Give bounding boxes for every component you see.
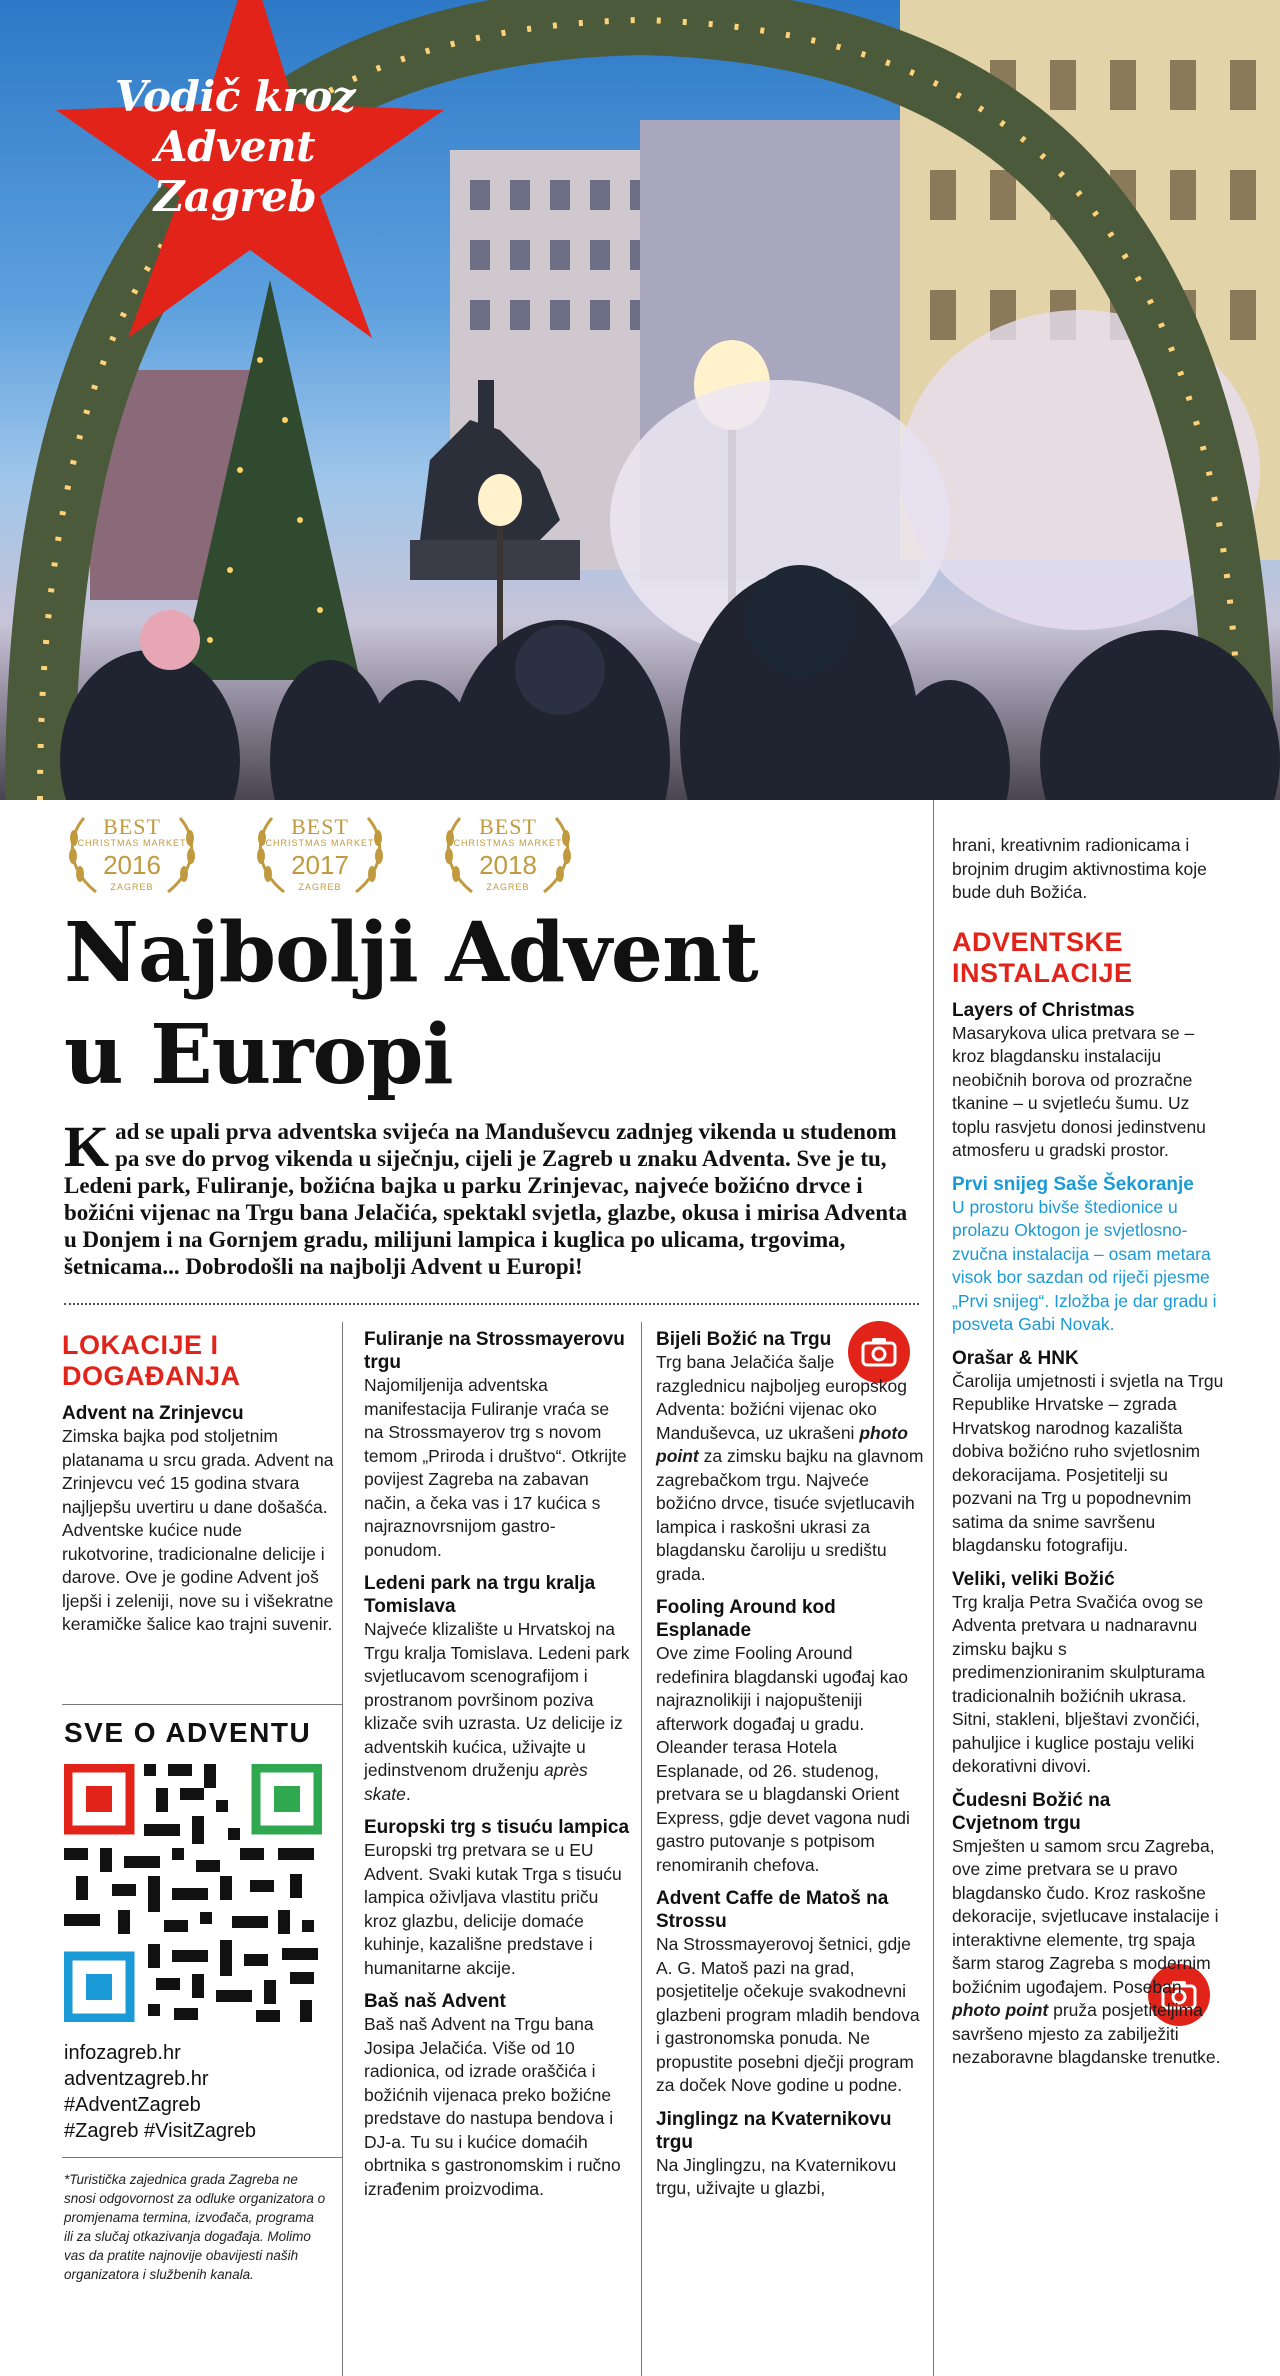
photo-point-label: photo point	[656, 1422, 908, 1466]
hood	[745, 565, 855, 675]
column-events-2	[656, 1328, 924, 2211]
article-veliki-bozic	[952, 1568, 1224, 1779]
column-rule	[641, 1322, 642, 2376]
article-title: Europski trg s tisuću lampica	[364, 1817, 630, 1838]
article-title: Fuliranje na Strossmayerovu trgu	[364, 1329, 625, 1373]
article-text: Trg kralja Petra Svačića ovog se Adventa pretvara u nadnaravnu zimsku bajku s predimenzioniranim skulpturama tradicionalnih božićnih ukrasa. Sitni, stakleni, blještavi zvončići, pahuljice i kuglice postaju veliki dekorativni divovi.	[952, 1591, 1205, 1776]
head	[515, 625, 605, 715]
article-title: Jinglingz na Kvaternikovu trgu	[656, 2108, 892, 2153]
drop-cap: K	[64, 1114, 110, 1179]
article-text-italic: après skate	[364, 1760, 588, 1804]
article-text: Baš naš Advent na Trgu bana Josipa Jelačića. Više od 10 radionica, od izrade oraščića i božićnih vijenaca preko božićne predstave do nastupa bendova i DJ-a. Tu su i kućice domaćih obrtnika s gastronomskim i ručno izrađenim proizvodima.	[364, 2014, 621, 2199]
article-text-main: Najveće klizalište u Hrvatskoj na Trgu kralja Tomislava. Ledeni park svjetlucavom scenografijom i prostranom površinom poziva klizače svih uzrasta. Uz delicije iz adventskih kućica, uživajte u jedinstvenom druženju	[364, 1619, 630, 1780]
award-subtitle: CHRISTMAS MARKET	[453, 838, 563, 848]
article-text: Ove zime Fooling Around redefinira blagdanski ugođaj kao najraznolikiji i najopušteniji afterwork događaj u gradu. Oleander terasa Hotela Esplanade, od 26. studenog, pretvara se u blagdanski Orient Express, gdje devet vagona nudi gastro putovanje s potpisom renomiranih chefova.	[656, 1643, 910, 1875]
article-cudesni-bozic	[952, 1789, 1224, 2070]
award-city: ZAGREB	[298, 882, 342, 892]
link-infozagreb[interactable]: infozagreb.hr	[64, 2042, 181, 2064]
hashtag-adventzagreb: #AdventZagreb	[64, 2094, 201, 2116]
hashtags: #Zagreb #VisitZagreb	[64, 2120, 256, 2142]
page-title-line: Najbolji Advent	[64, 905, 758, 1001]
section-divider	[62, 2157, 342, 2158]
article-title: Čudesni Božić na Cvjetnom trgu	[952, 1789, 1111, 1834]
article-text-a: Smješten u samom srcu Zagreba, ove zime pretvara se u pravo blagdansko čudo. Kroz raskošne dekoracije, svjetlucave instalacije i interaktivne elemente, trg spaja šarm starog Zagreba s modernim božićnim ugođajem. Poseban	[952, 1835, 1219, 1997]
award-year: 2016	[103, 850, 161, 880]
article-title: Layers of Christmas	[952, 999, 1135, 1021]
article-text: Na Strossmayerovoj šetnici, gdje A. G. Matoš pazi na grad, posjetitelje očekuje svakodnevni glazbeni program mladih bendova i gastronomska ponuda. Ne propustite posebni dječji program za doček Nove godine u podne.	[656, 1934, 920, 2095]
column-installations	[952, 834, 1224, 2080]
column-rule	[342, 1322, 343, 2376]
article-ledeni-park	[364, 1572, 630, 1806]
links-list	[64, 2040, 256, 2144]
pink-hat	[140, 610, 200, 670]
article-text	[364, 1618, 630, 1806]
hero-photo	[0, 0, 1280, 800]
article-title: Veliki, veliki Božić	[952, 1568, 1115, 1590]
intro-paragraph	[64, 1114, 919, 1280]
article-title: Advent na Zrinjevcu	[62, 1403, 244, 1424]
column-rule	[933, 800, 934, 2376]
article-jinglingz	[656, 2108, 924, 2201]
section-heading-line: INSTALACIJE	[952, 957, 1133, 988]
column-locations	[62, 1330, 337, 1647]
article-text	[656, 1351, 924, 1586]
photo-point-label: photo point	[952, 2000, 1049, 2020]
article-title: Ledeni park na trgu kralja Tomislava	[364, 1573, 596, 1617]
article-text: Najomiljenija adventska manifestacija Fuliranje vraća se na Strossmayerov trg s novom temom „Priroda i društvo“. Otkrijte povijest Zagreba na zabavan način, a čeka vas i 17 kućica s najraznovrsnijom gastro-ponudom.	[364, 1375, 627, 1560]
article-text-end: .	[405, 1783, 411, 1804]
article-title: Advent Caffe de Matoš na Strossu	[656, 1888, 889, 1932]
award-subtitle: CHRISTMAS MARKET	[77, 838, 187, 848]
lamp-glow-small	[478, 474, 522, 526]
article-caffe-de-matos	[656, 1887, 924, 2098]
star-badge-line: Zagreb	[153, 172, 317, 221]
article-bijeli-bozic	[656, 1328, 924, 1586]
article-title: Bijeli Božić na Trgu	[656, 1329, 832, 1350]
award-city: ZAGREB	[110, 882, 154, 892]
article-text	[952, 1835, 1224, 2070]
award-title: BEST	[291, 814, 349, 839]
page-title	[64, 902, 904, 1106]
disclaimer-note: *Turistička zajednica grada Zagreba ne snosi odgovornost za odluke organizatora o promjenama termina, izvođača, programa ili za slučaj otkazivanja događaja. Molimo vas da pratite najnovije obavijesti naših organizatora i službenih kanala.	[64, 2172, 326, 2282]
intro-text: ad se upali prva adventska svijeća na Manduševcu zadnjeg vikenda u studenom pa sve do prvog vikenda u siječnju, cijeli je Zagreb u znaku Adventa. Sve je tu, Ledeni park, Fuliranje, božićna bajka u parku Zrinjevac, najveće božićno drvce i božićni vijenac na Trgu bana Jelačića, spektakl svjetla, glazbe, okusa i mirisa Adventa u Donjem i na Gornjem gradu, milijuni lampica i kuglica po ulicama, trgovima, šetnicama... Dobrodošli na najbolji Advent u Europi!	[64, 1119, 908, 1279]
article-bas-nas-advent	[364, 1990, 630, 2201]
qr-code[interactable]	[64, 1764, 322, 2022]
article-layers-of-christmas	[952, 999, 1224, 1163]
article-text: Na Jinglingzu, na Kvaternikovu trgu, uživajte u glazbi,	[656, 2154, 897, 2198]
award-title: BEST	[103, 814, 161, 839]
article-prvi-snijeg	[952, 1173, 1224, 1337]
dotted-divider	[64, 1303, 919, 1305]
award-year: 2017	[291, 850, 349, 880]
sve-o-adventu-heading: SVE O ADVENTU	[64, 1717, 312, 1748]
article-text: Zimska bajka pod stoljetnim platanama u srcu grada. Advent na Zrinjevcu već 15 godina stvara najljepšu uvertiru u dane došašća. Adventske kućice nude rukotvorine, tradicionalne delicije i darove. Ove je godine Advent još ljepši i zeleniji, nove su i višekratne keramičke šalice kao trajni suvenir.	[62, 1426, 334, 1634]
article-advent-zrinjevac	[62, 1402, 337, 1637]
article-text: U prostoru bivše štedionice u prolazu Oktogon je svjetlosno-zvučna instalacija – osam metara visok bor sazdan od riječi pjesme „Prvi snijeg“. Izložba je dar gradu i posveta Gabi Novak.	[952, 1196, 1217, 1334]
award-subtitle: CHRISTMAS MARKET	[265, 838, 375, 848]
star-badge-line: Vodič kroz	[114, 72, 356, 121]
article-europski-trg	[364, 1816, 630, 1980]
article-title: Baš naš Advent	[364, 1991, 506, 2012]
article-title: Prvi snijeg Saše Šekoranje	[952, 1173, 1194, 1195]
section-heading-locations	[62, 1330, 337, 1392]
continued-text: hrani, kreativnim radionicama i brojnim drugim aktivnostima koje bude duh Božića.	[952, 835, 1207, 902]
statue-pedestal	[410, 540, 580, 580]
award-badge-2016	[62, 808, 202, 900]
article-text-b: za zimsku bajku na glavnom zagrebačkom trgu. Najveće božićno drvce, tisuće svjetlucavih lampica i raskošni ukrasi za blagdansku čaroliju u središtu grada.	[656, 1446, 924, 1584]
article-orasar-hnk	[952, 1347, 1224, 1558]
section-heading-installations	[952, 927, 1224, 989]
award-year: 2018	[479, 850, 537, 880]
section-heading-line: LOKACIJE I	[62, 1330, 219, 1360]
star-badge-text	[100, 72, 370, 222]
article-text: Masarykova ulica pretvara se – kroz blagdansku instalaciju neobičnih borova od prozračne tkanine – u svjetleću šumu. Uz toplu rasvjetu donosi jedinstvenu atmosferu u gradski prostor.	[952, 1022, 1206, 1160]
article-text: Čarolija umjetnosti i svjetla na Trgu Republike Hrvatske – zgrada Hrvatskog narodnog kazališta dobiva božićno ruho svjetlosnim dekoracijama. Posjetitelji su pozvani na Trg u popodnevnim satima da snime savršenu blagdansku fotografiju.	[952, 1370, 1224, 1555]
award-badge-2018	[438, 808, 578, 900]
article-text: Europski trg pretvara se u EU Advent. Svaki kutak Trga s tisuću lampica oživljava vlastitu priču kroz glazbu, delicije domaće kuhinje, kazališne predstave i humanitarne akcije.	[364, 1840, 622, 1978]
article-title: Fooling Around kod Esplanade	[656, 1597, 836, 1641]
award-city: ZAGREB	[486, 882, 530, 892]
article-fuliranje	[364, 1328, 630, 1562]
article-title: Orašar & HNK	[952, 1347, 1079, 1369]
column-events	[364, 1328, 630, 2211]
section-divider	[62, 1704, 342, 1705]
award-badge-2017	[250, 808, 390, 900]
section-heading-line: ADVENTSKE	[952, 926, 1124, 957]
article-text-a: Trg bana Jelačića šalje razglednicu najboljeg europskog Adventa: božićni vijenac oko Manduševca, uz ukrašeni	[656, 1352, 908, 1443]
link-adventzagreb[interactable]: adventzagreb.hr	[64, 2068, 209, 2090]
article-fooling-around	[656, 1596, 924, 1877]
star-badge-line: Advent	[154, 122, 316, 171]
award-title: BEST	[479, 814, 537, 839]
section-heading-line: DOGAĐANJA	[62, 1361, 241, 1391]
article-text-b: pruža posjetiteljima savršeno mjesto za zabilježiti nezaboravne blagdanske trenutke.	[952, 2000, 1221, 2067]
page-title-line: u Europi	[64, 1007, 453, 1103]
